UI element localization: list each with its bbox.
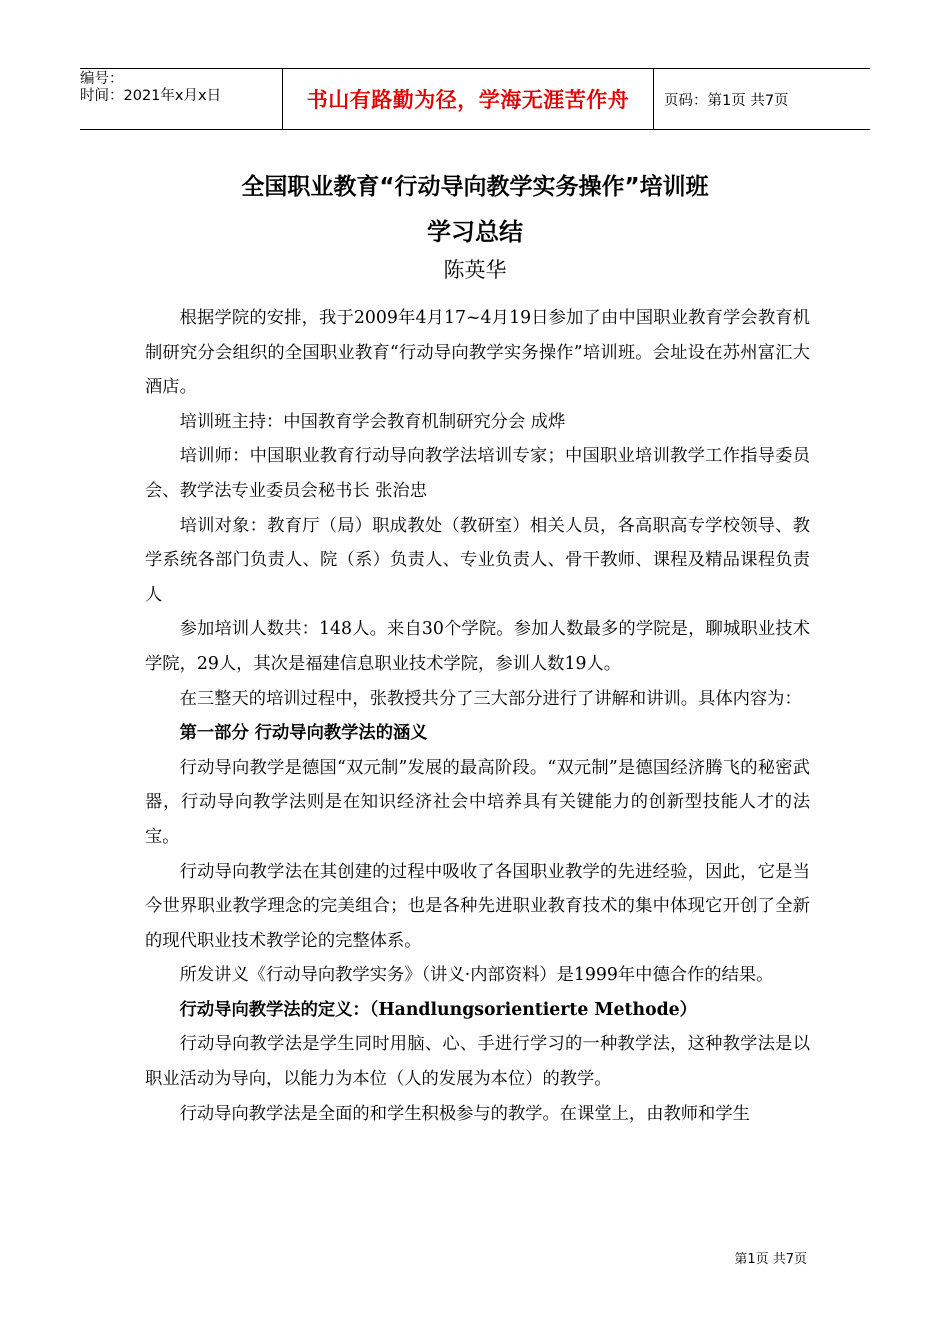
document-title: 全国职业教育“行动导向教学实务操作”培训班	[241, 174, 709, 200]
paragraph: 培训对象：教育厅（局）职成教处（教研室）相关人员，各高职高专学校领导、教学系统各部门负责人、院（系）负责人、专业负责人、骨干教师、课程及精品课程负责人	[145, 515, 810, 605]
document-author: 陈英华	[443, 258, 507, 282]
paragraph: 培训师：中国职业教育行动导向教学法培训专家；中国职业培训教学工作指导委员会、教学法专业委员会秘书长 张治忠	[145, 446, 810, 501]
header-meta	[80, 69, 282, 129]
document-subtitle: 学习总结	[427, 218, 523, 246]
paragraph: 行动导向教学法是学生同时用脑、心、手进行学习的一种教学法，这种教学法是以职业活动为导向，以能力为本位（人的发展为本位）的教学。	[145, 1034, 810, 1090]
header-motto-cell	[282, 69, 654, 129]
definition-heading: 行动导向教学法的定义：（Handlungsorientierte Methode）	[179, 999, 697, 1020]
paragraph: 参加培训人数共：148人。来自30个学院。参加人数最多的学院是，聊城职业技术学院，29人，其次是福建信息职业技术学院，参训人数19人。	[145, 619, 810, 674]
document-code-label: 编号：	[80, 71, 124, 87]
page-header	[80, 68, 870, 130]
page-footer: 第1页 共7页	[734, 1252, 807, 1267]
document-body	[145, 301, 810, 1131]
paragraph: 行动导向教学是德国“双元制”发展的最高阶段。“双元制”是德国经济腾飞的秘密武器，行动导向教学法则是在知识经济社会中培养具有关键能力的创新型技能人才的法宝。	[145, 757, 810, 847]
header-page-info: 页码：第1页 共7页	[664, 92, 789, 109]
paragraph: 行动导向教学法是全面的和学生积极参与的教学。在课堂上，由教师和学生	[179, 1103, 750, 1124]
header-motto: 书山有路勤为径，学海无涯苦作舟	[306, 88, 630, 112]
paragraph: 所发讲义《行动导向教学实务》（讲义·内部资料）是1999年中德合作的结果。	[179, 965, 774, 986]
paragraph: 在三整天的培训过程中，张教授共分了三大部分进行了讲解和讲训。具体内容为：	[179, 688, 802, 709]
paragraph: 根据学院的安排，我于2009年4月17~4月19日参加了由中国职业教育学会教育机制研究分会组织的全国职业教育“行动导向教学实务操作”培训班。会址设在苏州富汇大酒店。	[145, 308, 810, 398]
document-time: 时间：2021年x月x日	[80, 88, 222, 104]
section-heading: 第一部分 行动导向教学法的涵义	[179, 723, 428, 744]
paragraph: 行动导向教学法在其创建的过程中吸收了各国职业教学的先进经验，因此，它是当今世界职业教学理念的完美组合；也是各种先进职业教育技术的集中体现它开创了全新的现代职业技术教学论的完整体系。	[145, 861, 810, 951]
paragraph: 培训班主持：中国教育学会教育机制研究分会 成烨	[179, 411, 566, 432]
